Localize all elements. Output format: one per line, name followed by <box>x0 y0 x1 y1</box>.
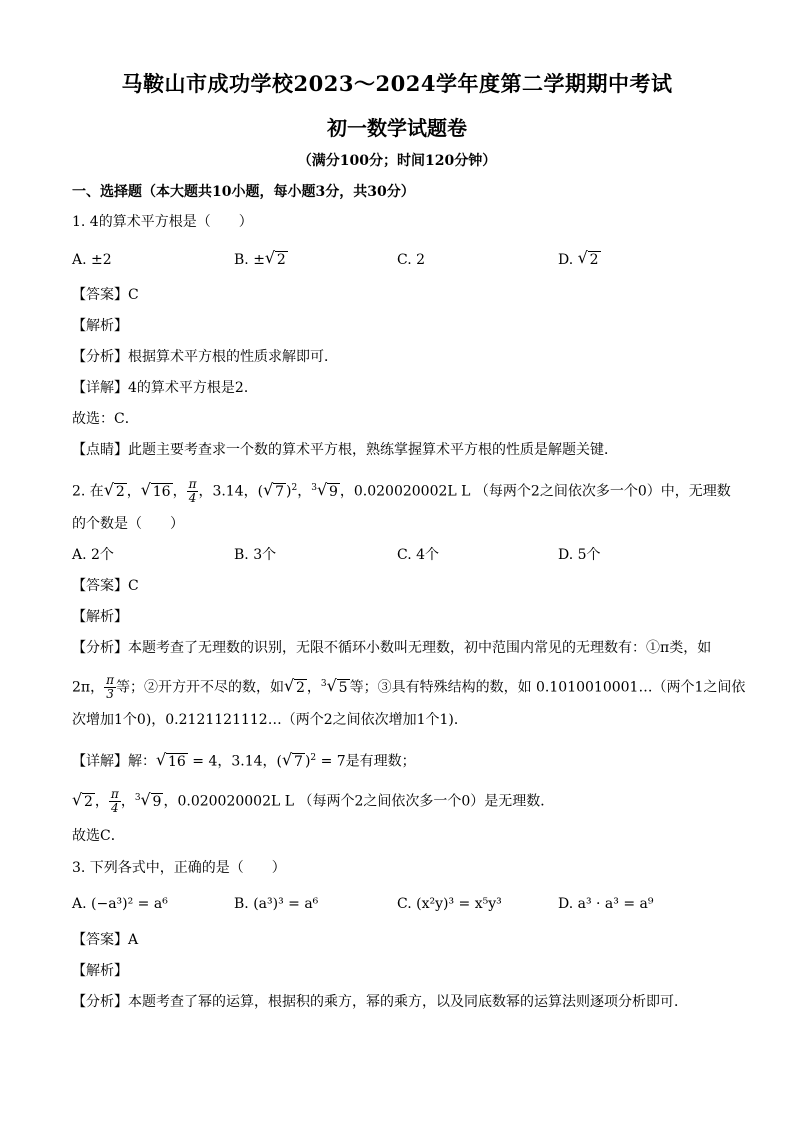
q3-fenxi: 【分析】本题考查了幂的运算，根据积的乘方，幂的乘方，以及同底数幂的运算法则逐项分析即可． <box>72 994 688 1010</box>
q3-stem: 3. 下列各式中，正确的是（ ） <box>72 860 286 876</box>
q1-xiangjie: 【详解】4的算术平方根是2． <box>72 380 258 396</box>
q2-option-c: C. 4个 <box>397 547 440 563</box>
q2-option-a: A. 2个 <box>72 547 114 563</box>
q2-option-d: D. 5个 <box>558 547 601 563</box>
q2-xiangjie-2: √ 2 ， $\frac{\pi}{4}$ ，$^3$ √ 9 ，0.020020002L L （每两个2之间依次多一个0）是无理数． <box>72 787 555 816</box>
q2-fenxi-3: 次增加1个0)，0.2121121112…（两个2之间依次增加1个1)． <box>72 712 468 728</box>
q3-answer: 【答案】A <box>72 932 139 948</box>
section-heading: 一、选择题（本大题共10小题，每小题3分，共30分） <box>72 184 415 200</box>
q1-fenxi: 【分析】根据算术平方根的性质求解即可． <box>72 349 338 365</box>
q2-xiangjie-1: 【详解】解： √ 16 = 4，3.14，( √ 7 )$^2$ = 7是有理数； <box>72 749 416 770</box>
q2-option-b: B. 3个 <box>234 547 277 563</box>
q2-stem: 2. 在 √ 2 ， √ 16 ， $\frac{\pi}{4}$ ，3.14，( √ 7 )$^2$，$^3$ √ 9 ，0.020020002L L （每两个2之间依次多一个0）中，无理数 <box>72 477 731 506</box>
q3-analysis-label: 【解析】 <box>72 963 128 979</box>
q2-answer: 【答案】C <box>72 578 139 594</box>
q2-fenxi-2: 2π， $\frac{\pi}{3}$ 等；②开方开不尽的数，如 √ 2 ，$^3$ √ 5 等；③具有特殊结构的数，如 0.1010010001…（两个1之间依 <box>72 673 746 702</box>
q1-answer: 【答案】C <box>72 287 139 303</box>
q2-guxuan: 故选C． <box>72 828 125 844</box>
q1-dianjing: 【点睛】此题主要考查求一个数的算术平方根，熟练掌握算术平方根的性质是解题关键． <box>72 442 618 458</box>
q3-option-b: B. (a³)³ = a⁶ <box>234 896 319 912</box>
q1-option-d: D. √ 2 <box>558 248 599 268</box>
q2-stem-line2: 的个数是（ ） <box>72 516 184 532</box>
exam-title: 马鞍山市成功学校2023～2024学年度第二学期期中考试 <box>121 71 673 96</box>
q1-option-a: A. ±2 <box>72 252 112 268</box>
q1-guxuan: 故选：C． <box>72 411 139 427</box>
q1-option-b: B. ± √ 2 <box>234 248 286 268</box>
q2-analysis-label: 【解析】 <box>72 609 128 625</box>
q1-stem: 1. 4的算术平方根是（ ） <box>72 214 253 230</box>
exam-subtitle: 初一数学试题卷 <box>327 116 467 140</box>
q1-option-c: C. 2 <box>397 252 426 268</box>
exam-score-time: （满分100分；时间120分钟） <box>297 153 497 169</box>
q2-fenxi-1: 【分析】本题考查了无理数的识别，无限不循环小数叫无理数，初中范围内常见的无理数有：①π类，如 <box>72 640 712 656</box>
q3-option-c: C. (x²y)³ = x⁵y³ <box>397 896 502 912</box>
q3-option-d: D. a³ · a³ = a⁹ <box>558 896 654 912</box>
q3-option-a: A. (−a³)² = a⁶ <box>72 896 168 912</box>
q1-analysis-label: 【解析】 <box>72 318 128 334</box>
